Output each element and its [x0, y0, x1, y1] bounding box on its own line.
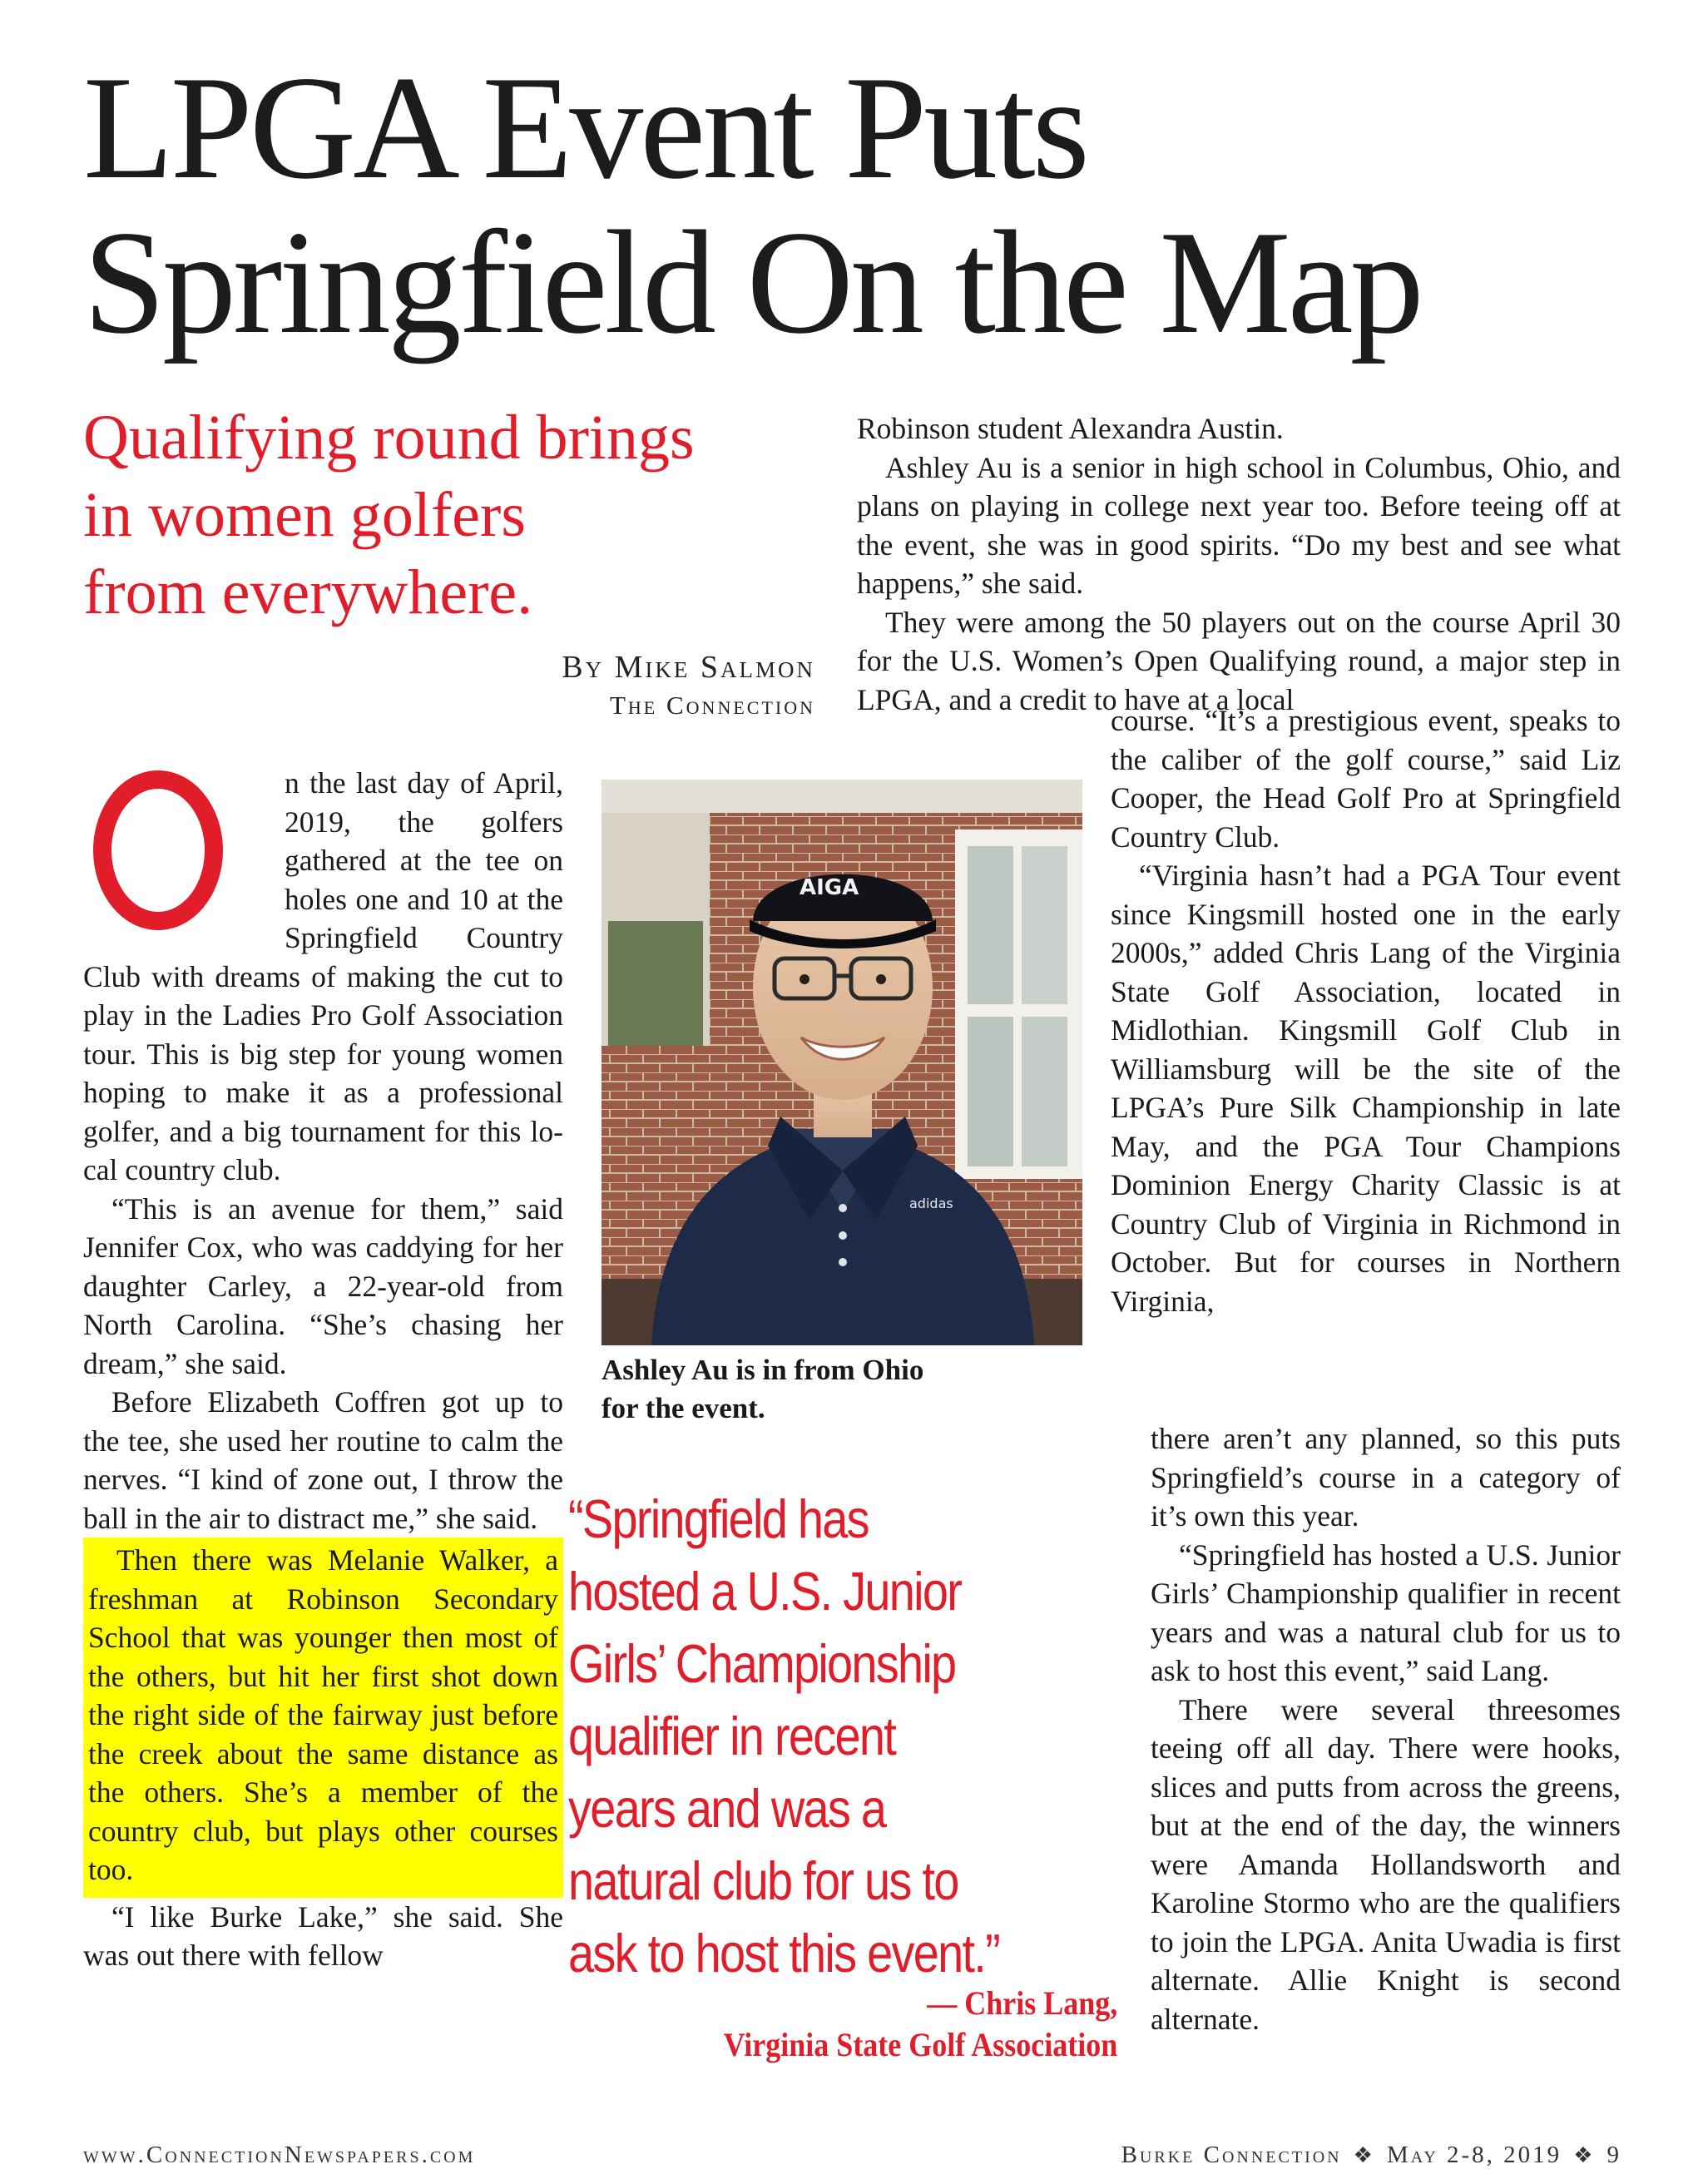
- article-paragraph: [83, 764, 563, 1190]
- footer-date: May 2-8, 2019: [1386, 2142, 1562, 2168]
- article-paragraph: There were several threesomes teeing off all day. There were hooks, slices and putts from across the greens, but at the end of the day, the winners were Amanda Hollandsworth and Karoline Stormo who are the qualifiers to join the LPGA. Anita Uwadia is first alternate. Allie Knight is second alternate.: [1151, 1692, 1621, 2036]
- article-paragraph: “I like Burke Lake,” she said. She was out there with fellow: [83, 1899, 563, 1972]
- article-paragraph: Robinson student Alexandra Austin.: [857, 412, 1284, 445]
- headline-line-1: LPGA Event Puts: [83, 45, 1087, 210]
- shirt-logo: adidas: [909, 1196, 953, 1211]
- drop-cap-glyph: [93, 770, 223, 930]
- photo-caption-line-1: Ashley Au is in from Ohio: [602, 1354, 924, 1386]
- pull-quote-line: qualifier in recent: [568, 1706, 896, 1766]
- article-column-1: [83, 764, 563, 1975]
- pull-quote-line: natural club for us to: [568, 1850, 958, 1911]
- footer-website: www.ConnectionNewspapers.com: [83, 2142, 476, 2168]
- subheadline-line-1: Qualifying round brings: [83, 403, 695, 473]
- pull-quote-line: “Springfield has: [568, 1488, 869, 1549]
- headline-line-2: Springfield On the Map: [83, 200, 1421, 364]
- article-paragraph: “This is an avenue for them,” said Jennifer Cox, who was caddying for her daughter Carley, a 22-year-old from North Carolina. “She’s chasing her dream,” she said.: [83, 1191, 563, 1380]
- article-paragraph: there aren’t any planned, so this puts Springfield’s course in a category of it’s own this year.: [1151, 1422, 1621, 1533]
- article-column-3-top: [857, 409, 1621, 719]
- article-paragraph: “Virginia hasn’t had a PGA Tour event since Kingsmill hosted one in the early 2000s,” added Chris Lang of the Virginia State Golf Association, located in Midlothian. Kingsmill Golf Club in Williamsburg will be the site of the LPGA’s Pure Silk Championship in late May, and the PGA Tour Champions Dominion Energy Charity Classic is at Country Club of Virginia in Richmond in October. But for courses in Northern Virginia,: [1111, 859, 1621, 1318]
- footer-folio: [1121, 2142, 1621, 2169]
- article-paragraph-text: n the last day of April, 2019, the golfers gathered at the tee on holes one and 10 at the Springfield Country Club with dreams of making the cut to play in the Ladies Pro Golf Association tour. This is big step for young women hoping to make it as a professional golfer, and a big tournament for this local country club.: [83, 766, 563, 1186]
- headline: [83, 45, 1664, 364]
- article-column-3-bottom: [1151, 1419, 1621, 2038]
- pull-quote: [568, 1483, 1041, 1989]
- byline-author: By Mike Salmon: [562, 650, 815, 685]
- subheadline-line-2: in women golfers: [83, 480, 526, 550]
- photo-caption: [602, 1351, 1082, 1428]
- article-paragraph: They were among the 50 players out on the course April 30 for the U.S. Women’s Open Qualifying round, a major step in LPGA, and a credit to have at a local: [857, 605, 1621, 716]
- pull-quote-line: years and was a: [568, 1778, 886, 1839]
- awning: [602, 780, 1082, 813]
- article-column-3-middle: [1111, 701, 1621, 1320]
- separator-icon: ❖: [1353, 2143, 1375, 2167]
- article-paragraph: Ashley Au is a senior in high school in Columbus, Ohio, and plans on playing in college next year too. Before teeing off at the event, she was in good spirits. “Do my best and see what happens,” she said.: [857, 450, 1621, 600]
- footer-publication: Burke Connection: [1121, 2142, 1342, 2168]
- byline: [466, 647, 815, 724]
- attribution-organization: Virginia State Golf Association: [723, 2026, 1117, 2063]
- subheadline-line-3: from everywhere.: [83, 557, 533, 627]
- pull-quote-line: ask to host this event.”: [568, 1923, 1000, 1983]
- highlighted-paragraph: Then there was Melanie Walker, a freshman at Robinson Secondary School that was younger then most of the others, but hit her first shot down the right side of the fairway just before the creek about the same distance as the others. She’s a member of the country club, but plays other courses too.: [83, 1538, 563, 1898]
- article-paragraph: “Springfield has hosted a U.S. Junior Girls’ Championship qualifier in recent years and was a natural club for us to ask to host this event,” said Lang.: [1151, 1538, 1621, 1687]
- separator-icon: ❖: [1573, 2143, 1596, 2167]
- page-number: 9: [1607, 2142, 1621, 2168]
- attribution-name: — Chris Lang,: [926, 1984, 1117, 2022]
- byline-outlet: The Connection: [609, 691, 815, 720]
- photo-caption-line-2: for the event.: [602, 1392, 765, 1424]
- pull-quote-line: hosted a U.S. Junior: [568, 1561, 962, 1622]
- photo-illustration: [602, 780, 1082, 1345]
- cap-logo: AIGA: [800, 875, 859, 900]
- pull-quote-line: Girls’ Championship: [568, 1633, 956, 1694]
- article-paragraph: Before Elizabeth Coffren got up to the tee, she used her routine to calm the nerves. “I kind of zone out, I throw the ball in the air to distract me,” she said.: [83, 1385, 563, 1535]
- drop-cap: [78, 765, 278, 932]
- pull-quote-attribution: [723, 1983, 1117, 2066]
- article-photo: [602, 780, 1082, 1345]
- subheadline: [83, 399, 815, 631]
- article-paragraph: course. “It’s a prestigious event, speaks to the caliber of the golf course,” said Liz Cooper, the Head Golf Pro at Springfield Country Club.: [1111, 704, 1621, 854]
